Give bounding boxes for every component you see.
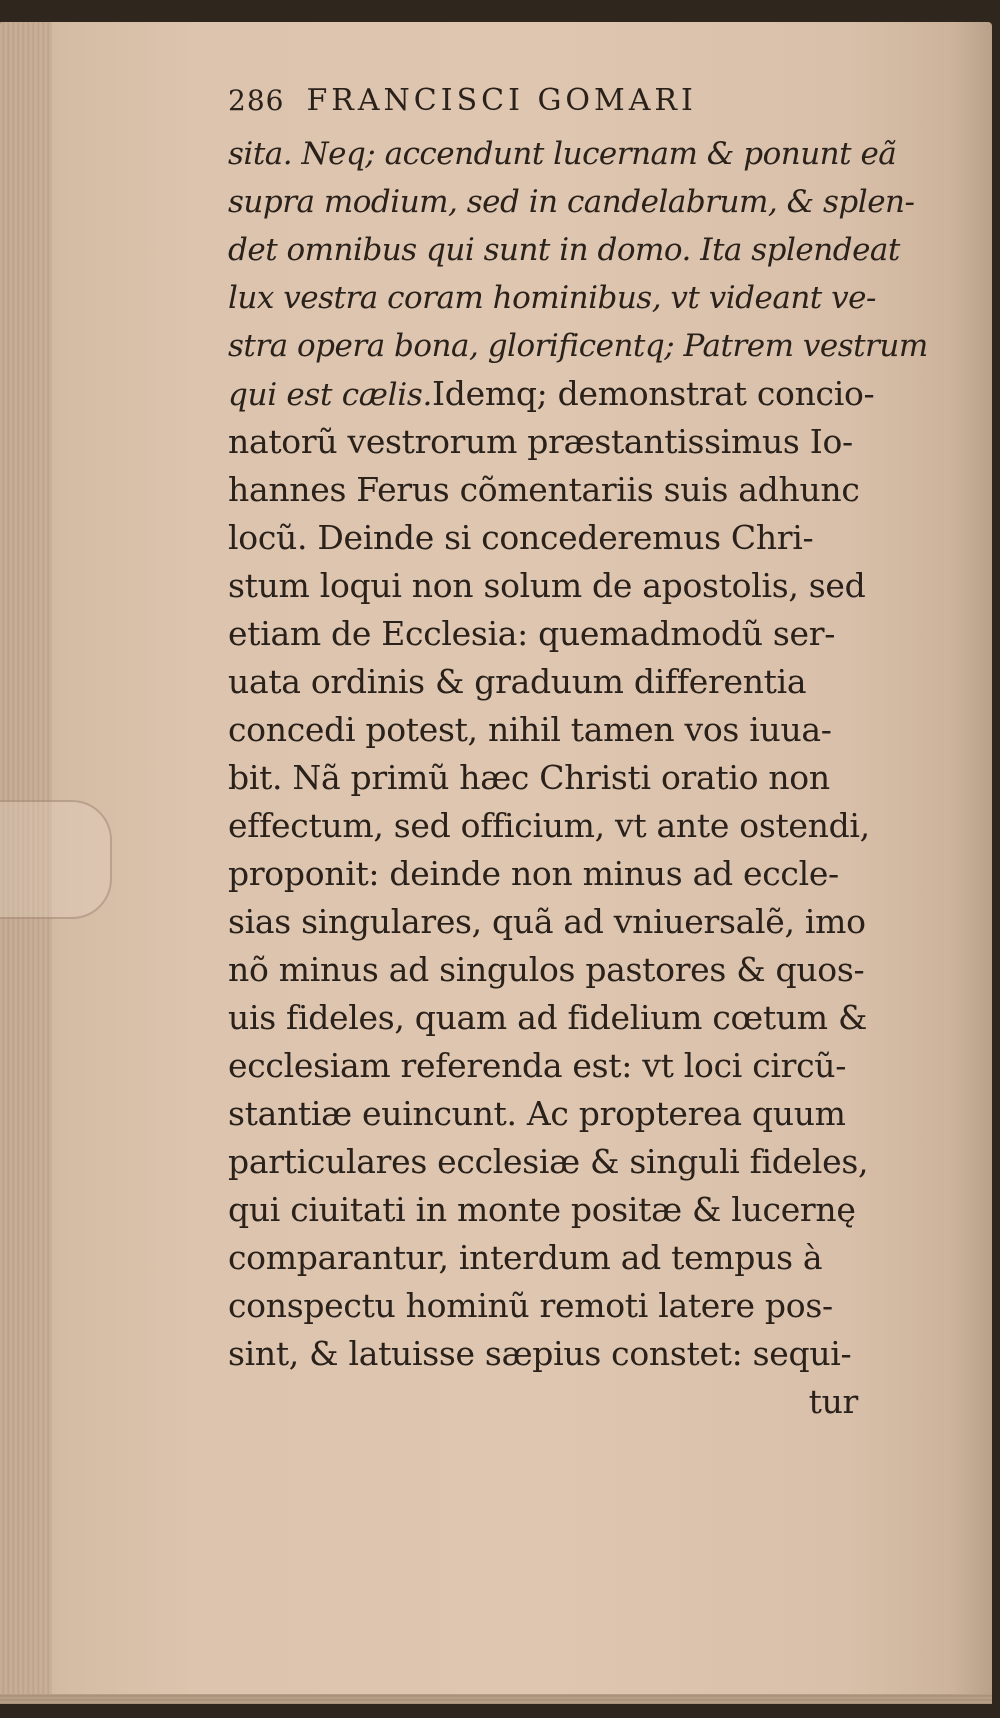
text-line: comparantur, interdum ad tempus à (228, 1238, 823, 1277)
text-line: sias singulares, quã ad vniuersalẽ, imo (228, 902, 866, 941)
page-tab-impression (0, 800, 112, 919)
text-line: concedi potest, nihil tamen vos iuua- (228, 710, 832, 749)
text-line: nõ minus ad singulos pastores & quos- (228, 950, 865, 989)
text-line: particulares ecclesiæ & singuli fideles, (228, 1142, 869, 1181)
text-line: stra opera bona, glorificentq; Patrem vestrum (228, 328, 928, 364)
text-line: sint, & latuisse sæpius constet: sequi- (228, 1334, 852, 1373)
text-line: sita. Neq; accendunt lucernam & ponunt eã (228, 136, 897, 172)
text-line: etiam de Ecclesia: quemadmodũ ser- (228, 614, 836, 653)
text-line: stantiæ euincunt. Ac propterea quum (228, 1094, 846, 1133)
text-block (228, 72, 928, 1426)
text-line: uis fideles, quam ad fidelium cœtum & (228, 998, 868, 1037)
text-line: stum loqui non solum de apostolis, sed (228, 566, 866, 605)
text-line (228, 370, 928, 418)
text-line: hannes Ferus cõmentariis suis adhunc (228, 470, 860, 509)
page-number: 286 (228, 84, 285, 117)
text-line: conspectu hominũ remoti latere pos- (228, 1286, 833, 1325)
text-line: bit. Nã primũ hæc Christi oratio non (228, 758, 830, 797)
text-line: qui ciuitati in monte positæ & lucernę (228, 1190, 856, 1229)
text-line: locũ. Deinde si concederemus Chri- (228, 518, 814, 557)
roman-segment: Idemq; demonstrat concio- (432, 374, 875, 413)
running-header (228, 72, 928, 130)
text-line: lux vestra coram hominibus, vt videant ve- (228, 280, 876, 316)
bottom-page-edge (0, 1694, 992, 1704)
text-line: effectum, sed officium, vt ante ostendi, (228, 806, 870, 845)
running-title: FRANCISCI GOMARI (306, 83, 697, 118)
text-line: natorũ vestrorum præstantissimus Io- (228, 422, 853, 461)
catchword: tur (808, 1382, 858, 1421)
text-line: uata ordinis & graduum differentia (228, 662, 807, 701)
italic-segment: qui est cælis. (228, 377, 433, 413)
text-line: det omnibus qui sunt in domo. Ita splendeat (228, 232, 900, 268)
text-line: proponit: deinde non minus ad eccle- (228, 854, 839, 893)
text-line: supra modium, sed in candelabrum, & splen- (228, 184, 915, 220)
text-line: ecclesiam referenda est: vt loci circũ- (228, 1046, 847, 1085)
